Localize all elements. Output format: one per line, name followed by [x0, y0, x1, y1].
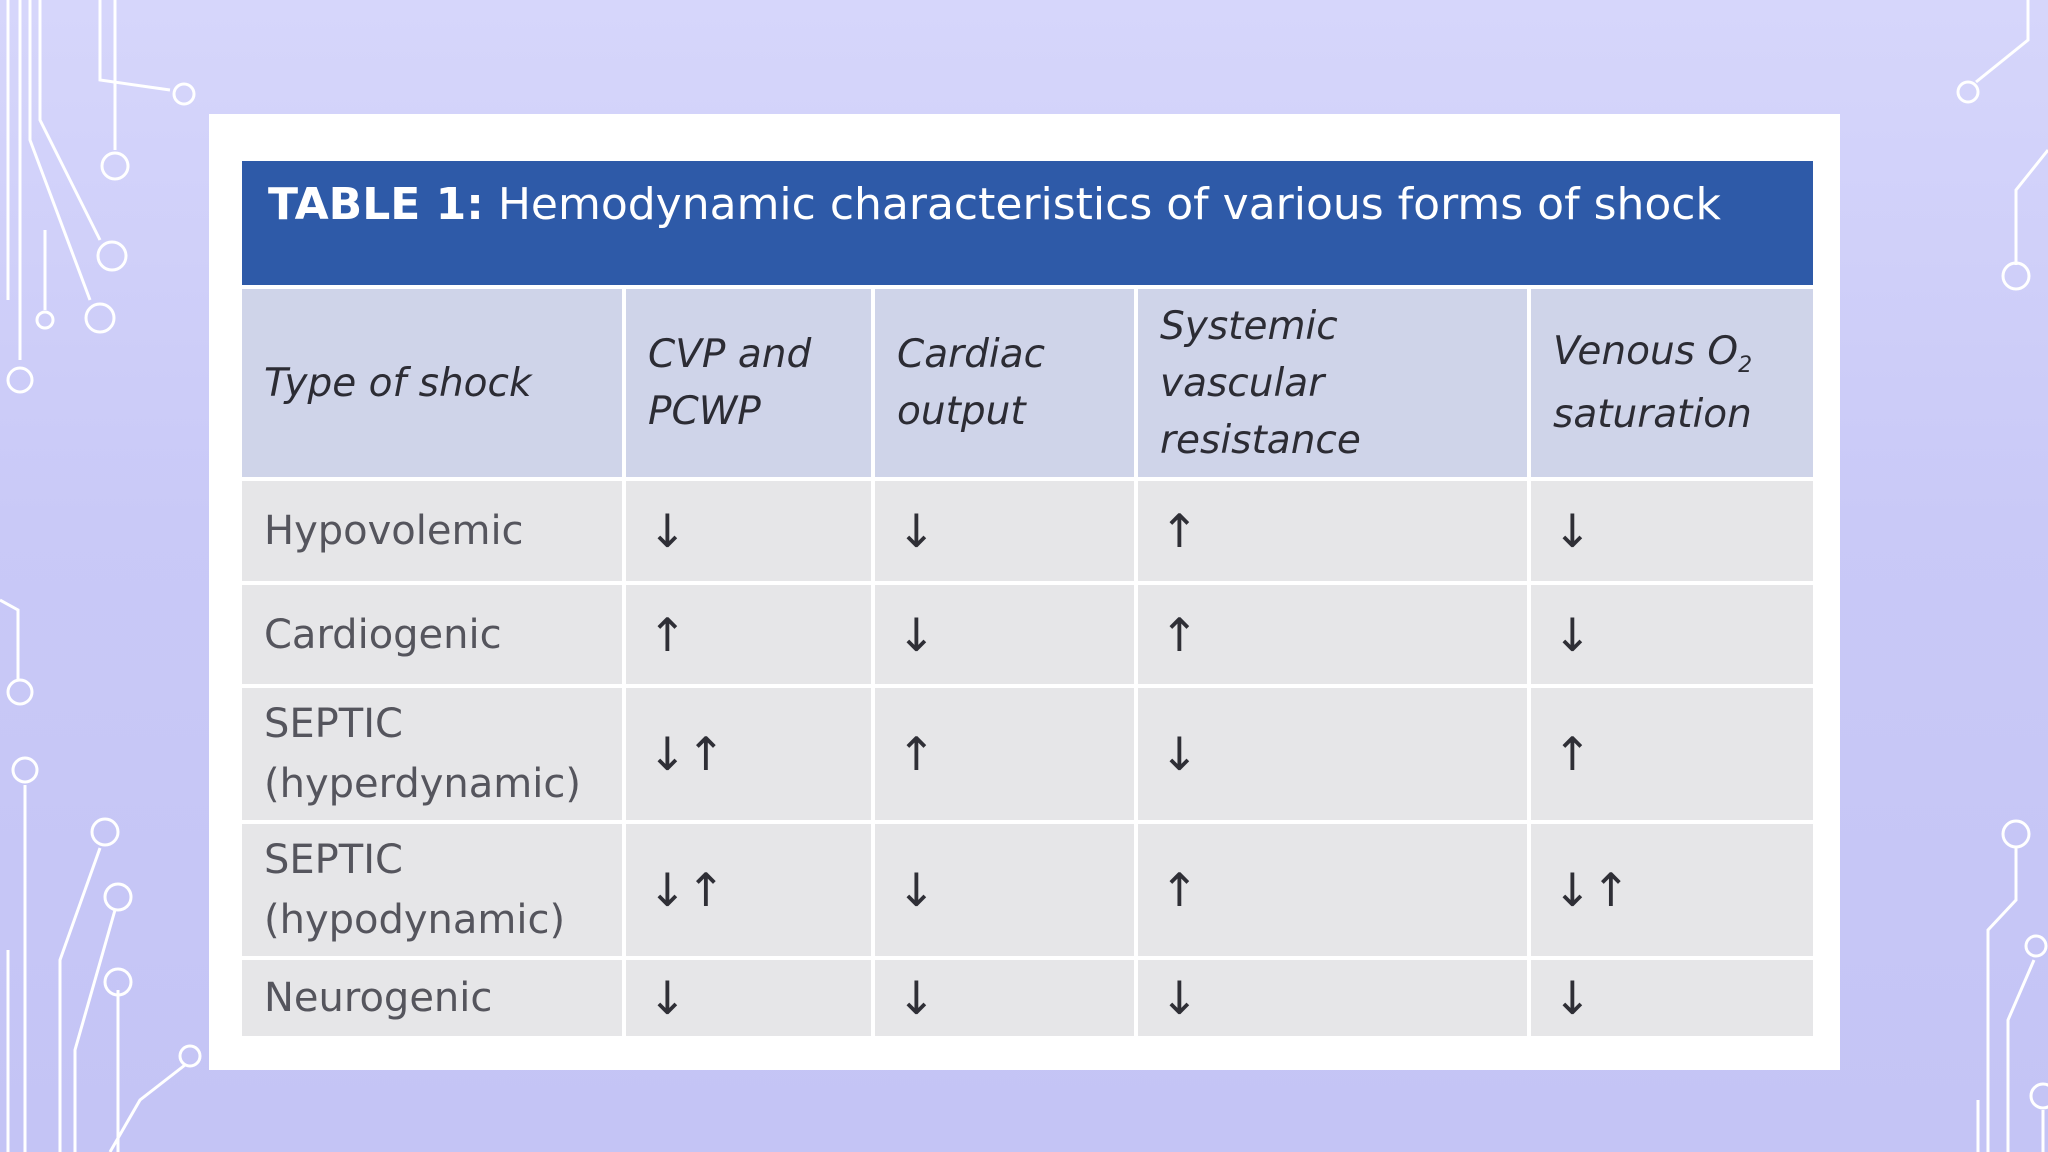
header-type-of-shock	[242, 287, 624, 479]
cell-venous-o2: ↓	[1529, 479, 1813, 583]
header-vo2-line2: saturation	[1553, 392, 1752, 437]
table-row	[242, 822, 1813, 958]
cell-type-line2: (hypodynamic)	[264, 897, 566, 943]
cell-type	[242, 958, 624, 1038]
cell-type	[242, 822, 624, 958]
cell-svr: ↑	[1136, 822, 1529, 958]
cell-cvp: ↓↑	[624, 822, 873, 958]
cell-svr: ↑	[1136, 479, 1529, 583]
cell-type-line1: Hypovolemic	[264, 508, 524, 554]
cell-cardiac-output: ↓	[873, 822, 1136, 958]
cell-svr: ↑	[1136, 583, 1529, 686]
cell-venous-o2: ↓	[1529, 583, 1813, 686]
cell-cardiac-output: ↓	[873, 583, 1136, 686]
cell-cvp: ↓	[624, 479, 873, 583]
circuit-decoration-left	[0, 0, 230, 1152]
header-cvp-line1: CVP and	[648, 332, 812, 377]
table-caption	[242, 161, 1813, 285]
header-vo2-line1: Venous O	[1553, 329, 1739, 374]
header-cvp-pcwp	[624, 287, 873, 479]
cell-type-line1: SEPTIC	[264, 701, 403, 747]
header-systemic-vascular-resistance	[1136, 287, 1529, 479]
header-cardiac-output	[873, 287, 1136, 479]
table-row	[242, 686, 1813, 822]
cell-cvp: ↓	[624, 958, 873, 1038]
cell-cardiac-output: ↓	[873, 958, 1136, 1038]
cell-svr: ↓	[1136, 686, 1529, 822]
cell-svr: ↓	[1136, 958, 1529, 1038]
cell-type	[242, 686, 624, 822]
shock-table	[242, 161, 1813, 1040]
cell-cvp: ↓↑	[624, 686, 873, 822]
cell-type-line1: SEPTIC	[264, 837, 403, 883]
header-vo2-subscript: 2	[1738, 353, 1753, 378]
cell-cvp: ↑	[624, 583, 873, 686]
header-type-text: Type of shock	[264, 360, 532, 406]
header-svr-line3: resistance	[1160, 417, 1361, 463]
header-svr-line1: Systemic	[1160, 303, 1338, 349]
header-cvp-line2: PCWP	[648, 389, 761, 434]
table-row	[242, 583, 1813, 686]
cell-venous-o2: ↓	[1529, 958, 1813, 1038]
cell-cardiac-output: ↑	[873, 686, 1136, 822]
cell-venous-o2: ↑	[1529, 686, 1813, 822]
caption-label: TABLE 1:	[268, 179, 484, 230]
cell-type-line1: Neurogenic	[264, 975, 493, 1021]
header-row	[242, 287, 1813, 479]
header-svr-line2: vascular	[1160, 360, 1325, 406]
caption-text: Hemodynamic characteristics of various forms of shock	[497, 179, 1721, 230]
cell-type	[242, 583, 624, 686]
table-row	[242, 958, 1813, 1038]
cell-cardiac-output: ↓	[873, 479, 1136, 583]
cell-type	[242, 479, 624, 583]
header-co-line1: Cardiac	[897, 332, 1046, 377]
circuit-decoration-right	[1818, 0, 2048, 1152]
header-co-line2: output	[897, 389, 1026, 434]
slide-card	[209, 114, 1840, 1070]
cell-type-line1: Cardiogenic	[264, 611, 502, 658]
cell-type-line2: (hyperdynamic)	[264, 761, 581, 807]
table-row	[242, 479, 1813, 583]
cell-venous-o2: ↓↑	[1529, 822, 1813, 958]
header-venous-o2-saturation	[1529, 287, 1813, 479]
